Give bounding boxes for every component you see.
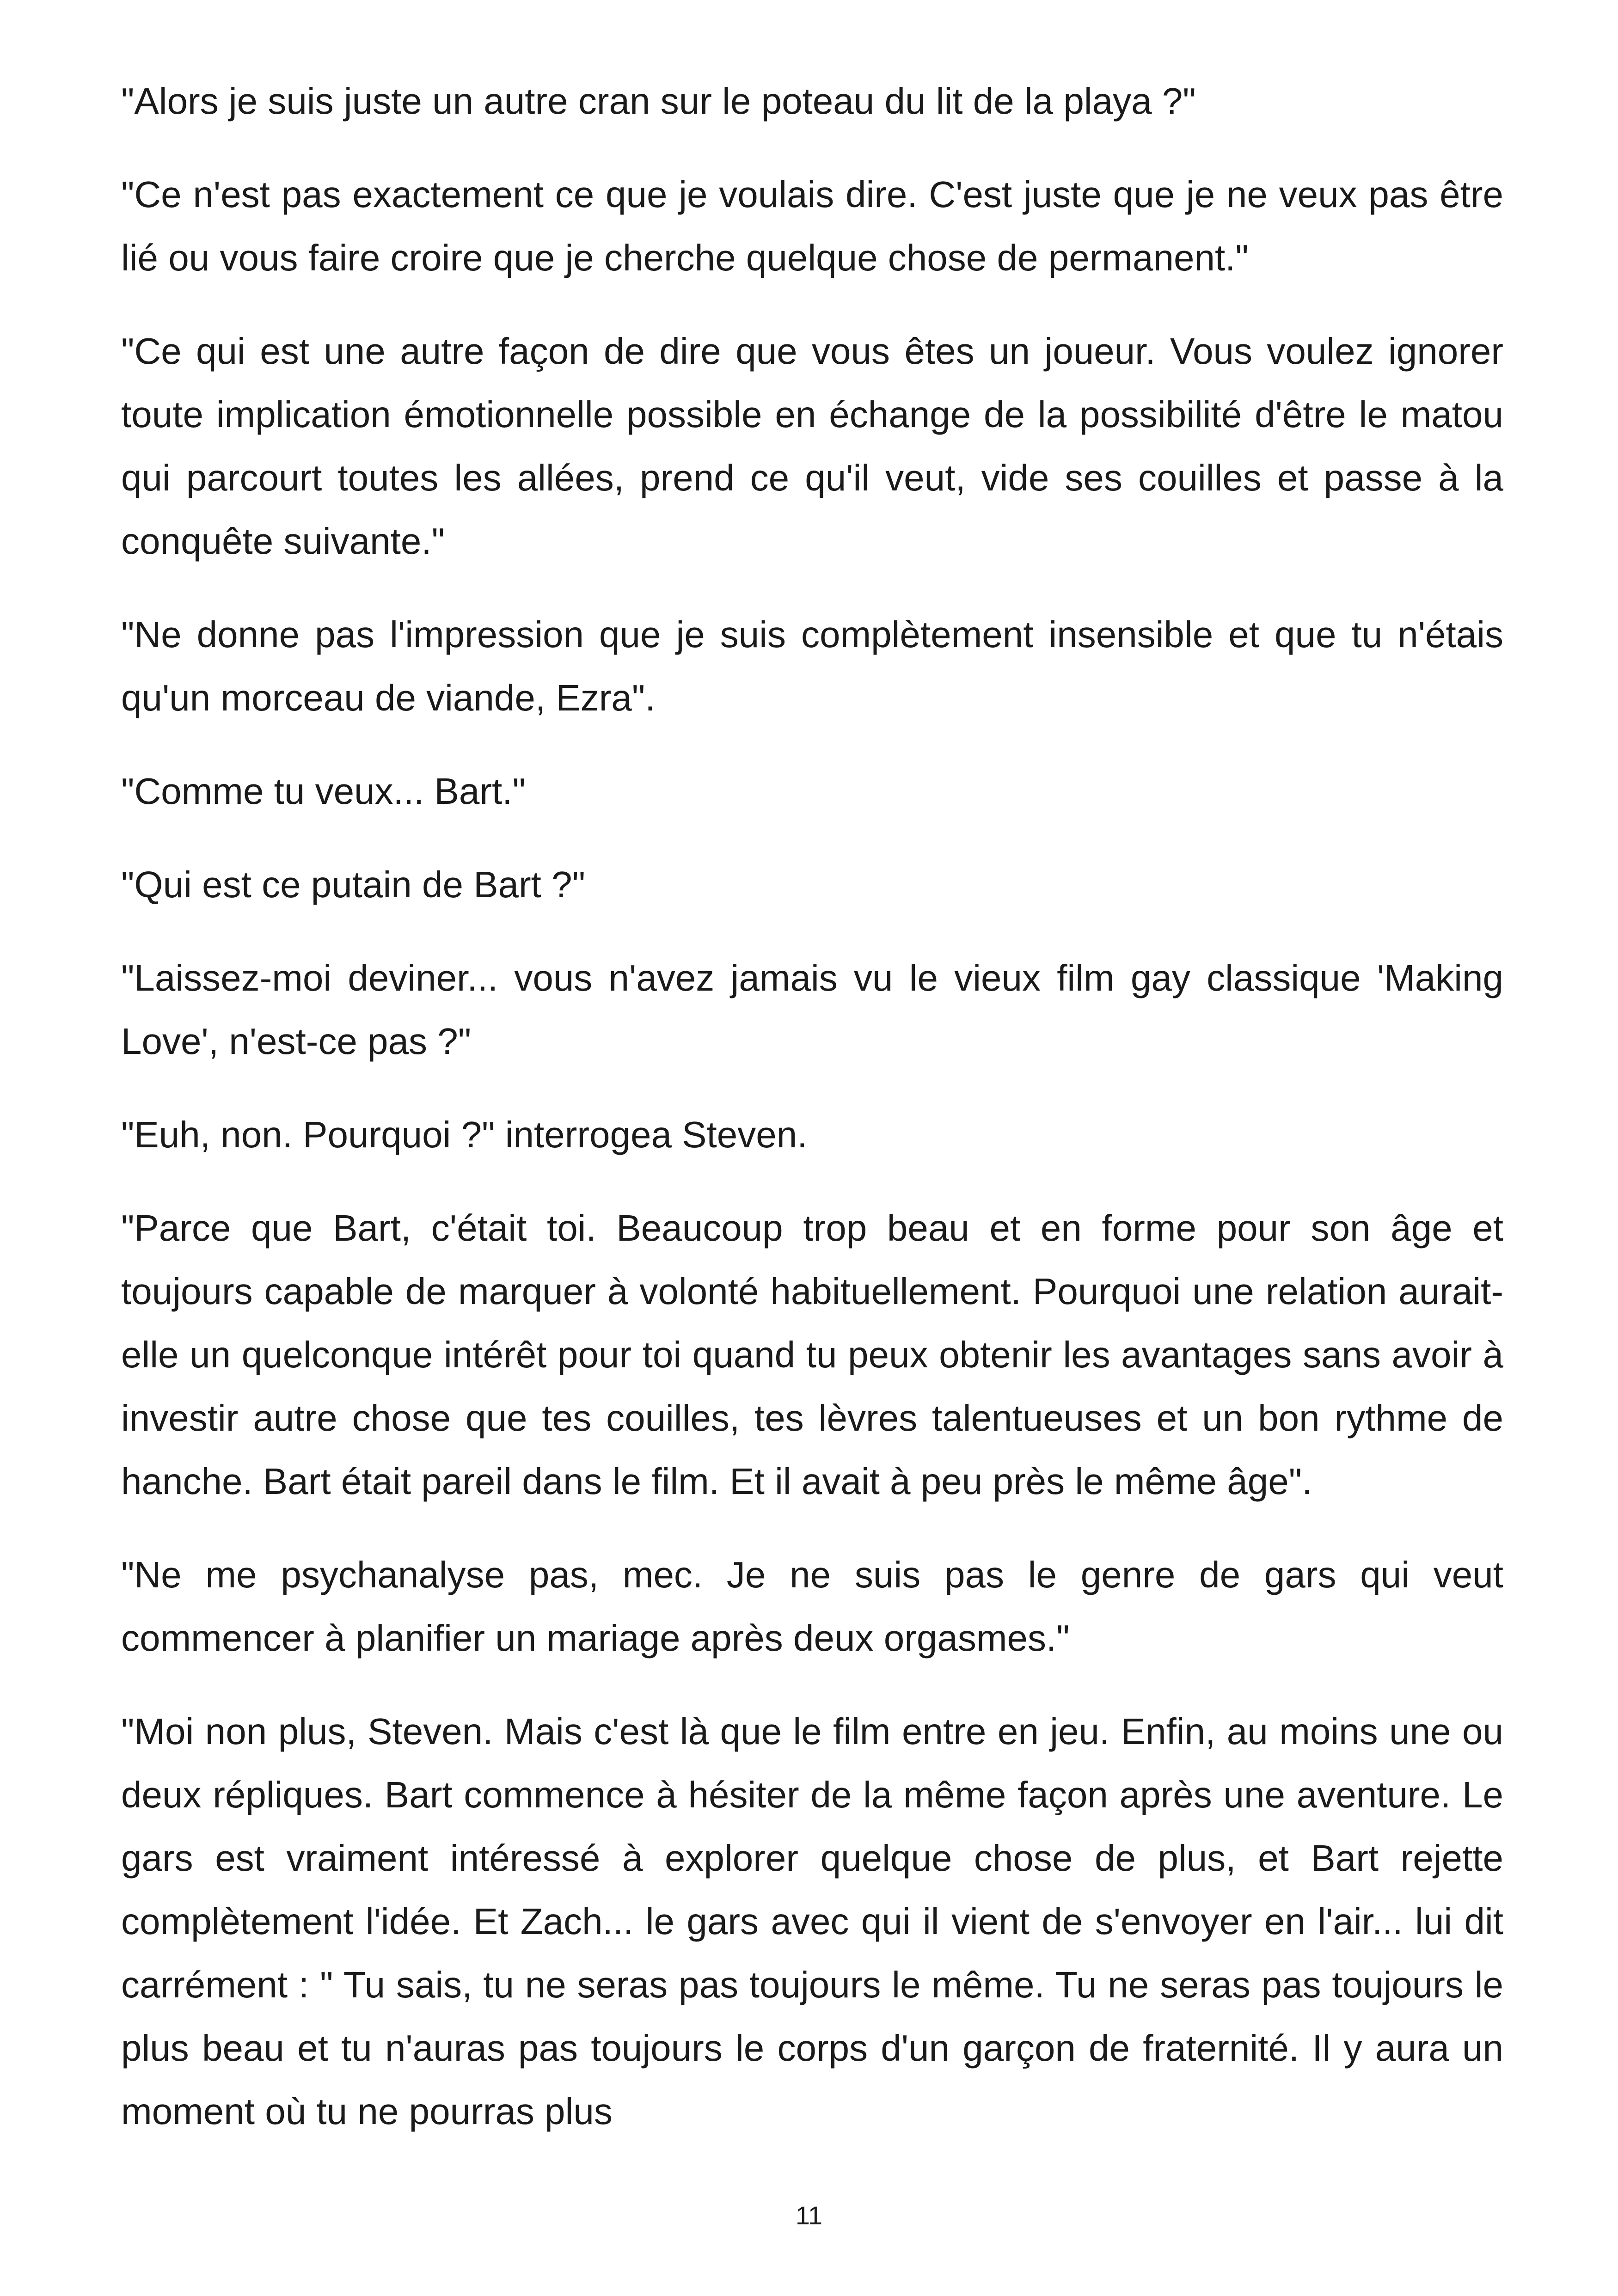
page-number: 11: [795, 2201, 823, 2230]
paragraph: "Laissez-moi deviner... vous n'avez jamais vu le vieux film gay classique 'Making Love', n'est-ce pas ?": [121, 957, 1503, 1062]
paragraph: "Comme tu veux... Bart.": [121, 771, 526, 812]
body-text: [121, 69, 1503, 2173]
paragraph: "Ne me psychanalyse pas, mec. Je ne suis pas le genre de gars qui veut commencer à planifier un mariage après deux orgasmes.": [121, 1554, 1503, 1659]
paragraph: "Parce que Bart, c'était toi. Beaucoup trop beau et en forme pour son âge et toujours capable de marquer à volonté habituellement. Pourquoi une relation aurait-elle un quelconque intérêt pour toi quand tu peux obtenir les avantages sans avoir à investir autre chose que tes couilles, tes lèvres talentueuses et un bon rythme de hanche. Bart était pareil dans le film. Et il avait à peu près le même âge".: [121, 1207, 1503, 1502]
paragraph: "Ce n'est pas exactement ce que je voulais dire. C'est juste que je ne veux pas être lié ou vous faire croire que je cherche quelque chose de permanent.": [121, 174, 1503, 278]
paragraph: "Ne donne pas l'impression que je suis complètement insensible et que tu n'étais qu'un morceau de viande, Ezra".: [121, 614, 1503, 718]
paragraph: "Alors je suis juste un autre cran sur le poteau du lit de la playa ?": [121, 80, 1196, 122]
paragraph: "Moi non plus, Steven. Mais c'est là que le film entre en jeu. Enfin, au moins une ou deux répliques. Bart commence à hésiter de la même façon après une aventure. Le gars est vraiment intéressé à explorer quelque chose de plus, et Bart rejette complètement l'idée. Et Zach... le gars avec qui il vient de s'envoyer en l'air... lui dit carrément : " Tu sais, tu ne seras pas toujours le même. Tu ne seras pas toujours le plus beau et tu n'auras pas toujours le corps d'un garçon de fraternité. Il y aura un moment où tu ne pourras plus: [121, 1711, 1503, 2132]
paragraph: "Ce qui est une autre façon de dire que vous êtes un joueur. Vous voulez ignorer toute implication émotionnelle possible en échange de la possibilité d'être le matou qui parcourt toutes les allées, prend ce qu'il veut, vide ses couilles et passe à la conquête suivante.": [121, 331, 1503, 562]
paragraph: "Euh, non. Pourquoi ?" interrogea Steven.: [121, 1114, 808, 1155]
paragraph: "Qui est ce putain de Bart ?": [121, 864, 586, 905]
